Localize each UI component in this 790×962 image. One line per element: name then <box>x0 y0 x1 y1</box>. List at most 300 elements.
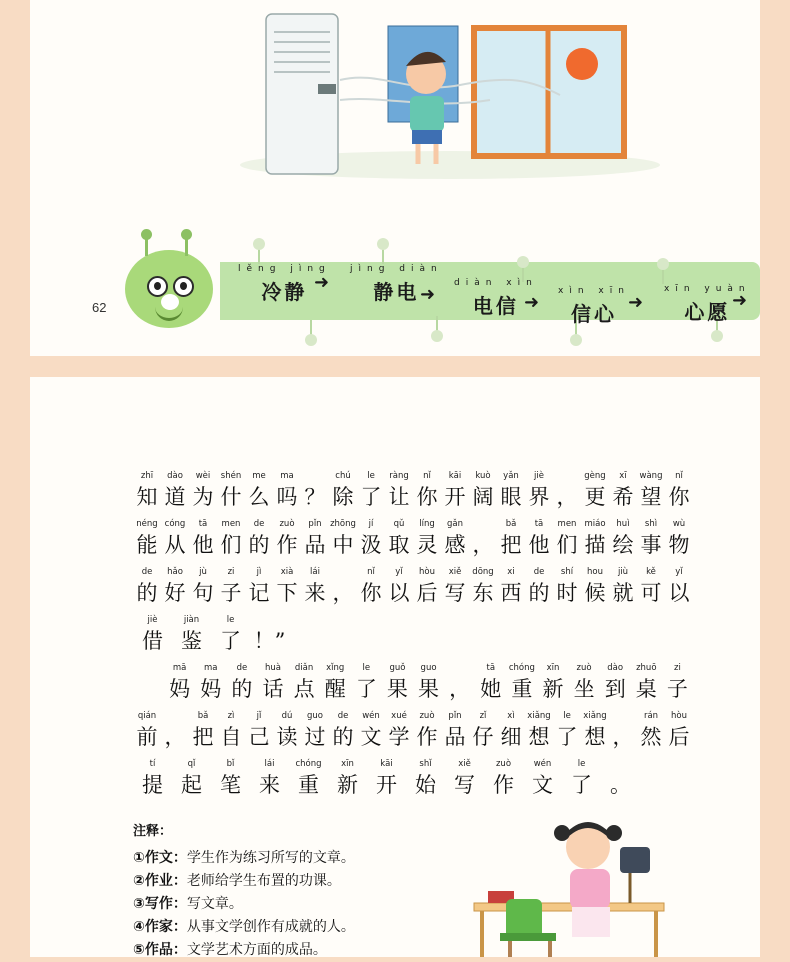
pinyin-character <box>161 711 189 750</box>
chain-arrow-icon: ➜ <box>420 284 436 305</box>
pinyin: ràng <box>389 471 409 481</box>
hanzi: 你 <box>668 485 690 509</box>
pinyin-character <box>497 471 525 510</box>
hanzi: 己 <box>248 725 270 749</box>
pinyin-character <box>273 519 301 558</box>
pinyin: jì <box>256 567 262 577</box>
text-line <box>133 615 693 663</box>
hanzi: 阔 <box>472 485 494 509</box>
pinyin-character <box>273 471 301 510</box>
pinyin: jiù <box>617 567 629 577</box>
hanzi: 仔 <box>472 725 494 749</box>
pinyin: chú <box>335 471 351 481</box>
pinyin-character <box>506 663 537 702</box>
hanzi: 想 <box>528 725 550 749</box>
pinyin-character <box>609 567 637 606</box>
pinyin-character <box>161 471 189 510</box>
pinyin: xiǎng <box>583 711 607 721</box>
hanzi: 醒 <box>324 677 346 701</box>
chain-word: lěng jìng 冷静 <box>238 264 331 304</box>
pinyin-character <box>581 711 609 750</box>
hanzi: ！” <box>253 629 286 653</box>
pinyin: wèi <box>195 471 211 481</box>
bottom-page <box>30 377 760 957</box>
hanzi: ？ <box>304 485 326 509</box>
pinyin-character <box>385 711 413 750</box>
pinyin: kě <box>646 567 656 577</box>
pinyin: kuò <box>475 471 491 481</box>
pinyin-character <box>301 711 329 750</box>
pinyin-character <box>637 519 665 558</box>
pinyin: néng <box>136 519 158 529</box>
hanzi: 到 <box>604 677 626 701</box>
pinyin <box>161 711 189 724</box>
chain-word: xìn xīn 信心 <box>558 286 630 326</box>
hanzi: 你 <box>360 581 382 605</box>
pinyin-character <box>537 663 568 702</box>
hanzi: 。 <box>610 773 631 797</box>
pinyin: jù <box>199 567 207 577</box>
caterpillar-leg <box>436 316 438 336</box>
pinyin-character <box>562 759 601 798</box>
pinyin: wàng <box>639 471 663 481</box>
hanzi: 前 <box>136 725 158 749</box>
pinyin: huì <box>616 519 630 529</box>
pinyin-character <box>161 567 189 606</box>
pinyin: miáo <box>584 519 606 529</box>
pinyin-character <box>600 663 631 702</box>
note-item: ①作文：学生作为练习所写的文章。 <box>133 850 355 866</box>
pinyin-character <box>553 519 581 558</box>
hanzi: 了 <box>360 485 382 509</box>
pinyin-character <box>289 663 320 702</box>
note-item: ⑤作品：文学艺术方面的成品。 <box>133 942 327 958</box>
hanzi: ， <box>472 533 494 557</box>
pinyin-character <box>385 471 413 510</box>
chain-word: diàn xìn 电信 <box>454 278 538 318</box>
pinyin: xì <box>507 711 515 721</box>
hanzi: 西 <box>500 581 522 605</box>
pinyin <box>601 759 640 772</box>
hanzi: 她 <box>480 677 502 701</box>
pinyin: hou <box>587 567 603 577</box>
hanzi: 新 <box>337 773 358 797</box>
hanzi: 望 <box>640 485 662 509</box>
pinyin-character <box>357 711 385 750</box>
pinyin-character <box>637 711 665 750</box>
pinyin-character <box>189 567 217 606</box>
pinyin-character <box>133 471 161 510</box>
pinyin-character <box>601 759 640 798</box>
pinyin-character <box>273 711 301 750</box>
pinyin: bǎ <box>505 519 517 529</box>
hanzi: 话 <box>262 677 284 701</box>
pinyin: zuò <box>576 663 592 673</box>
pinyin-character <box>172 759 211 798</box>
pinyin-character <box>445 759 484 798</box>
pinyin: xiǎng <box>527 711 551 721</box>
hanzi: 希 <box>612 485 634 509</box>
hanzi: 以 <box>668 581 690 605</box>
hanzi: 桌 <box>635 677 657 701</box>
hanzi: 的 <box>231 677 253 701</box>
hanzi: 更 <box>584 485 606 509</box>
hanzi: 来 <box>259 773 280 797</box>
hanzi: 想 <box>584 725 606 749</box>
hanzi: 句 <box>192 581 214 605</box>
hanzi: 品 <box>444 725 466 749</box>
pinyin: jí <box>368 519 374 529</box>
pinyin-character <box>441 471 469 510</box>
hanzi: 下 <box>276 581 298 605</box>
pinyin: mā <box>172 663 187 673</box>
pinyin-character <box>525 711 553 750</box>
hanzi: ， <box>612 725 634 749</box>
pinyin-character <box>189 519 217 558</box>
pinyin: me <box>252 471 266 481</box>
hanzi: 点 <box>293 677 315 701</box>
hanzi: 了 <box>355 677 377 701</box>
pinyin-character <box>475 663 506 702</box>
pinyin-character <box>245 519 273 558</box>
pinyin: de <box>253 519 265 529</box>
hanzi: 重 <box>511 677 533 701</box>
pinyin: xī <box>619 471 627 481</box>
chain-arrow-icon: ➜ <box>628 292 644 313</box>
pinyin-character <box>637 567 665 606</box>
pinyin-character <box>637 471 665 510</box>
pinyin: bǎ <box>197 711 209 721</box>
pinyin-character <box>357 519 385 558</box>
pinyin: xià <box>280 567 294 577</box>
pinyin: le <box>563 711 571 721</box>
pinyin: zhōng <box>330 519 356 529</box>
hanzi: 东 <box>472 581 494 605</box>
pinyin-character <box>357 471 385 510</box>
pinyin-character <box>301 567 329 606</box>
hanzi: 为 <box>192 485 214 509</box>
pinyin: qián <box>137 711 157 721</box>
pinyin-character <box>665 519 693 558</box>
pinyin-character <box>444 663 475 702</box>
pinyin-character <box>525 471 553 510</box>
hanzi: 以 <box>388 581 410 605</box>
pinyin: tí <box>149 759 156 769</box>
pinyin: zhī <box>140 471 154 481</box>
pinyin: huà <box>265 663 281 673</box>
pinyin: zǐ <box>479 711 487 721</box>
chain-arrow-icon: ➜ <box>732 290 748 311</box>
pinyin-character <box>523 759 562 798</box>
hanzi: 过 <box>304 725 326 749</box>
pinyin <box>444 663 475 676</box>
pinyin: xiě <box>458 759 471 769</box>
pinyin: qǐ <box>187 759 196 769</box>
notes-section <box>133 820 355 962</box>
pinyin-character <box>189 711 217 750</box>
eye-icon <box>173 276 194 297</box>
pinyin-character <box>250 759 289 798</box>
pinyin-character <box>469 519 497 558</box>
pinyin-character <box>329 711 357 750</box>
pinyin: lái <box>310 567 320 577</box>
eye-icon <box>147 276 168 297</box>
pinyin-character <box>172 615 211 654</box>
caterpillar-leg <box>310 320 312 340</box>
pinyin: zì <box>227 711 235 721</box>
pinyin-character <box>497 519 525 558</box>
hanzi: 感 <box>444 533 466 557</box>
hanzi: 记 <box>248 581 270 605</box>
pinyin: xīn <box>546 663 560 673</box>
pinyin-character <box>469 471 497 510</box>
hanzi: 妈 <box>169 677 191 701</box>
hanzi: 界 <box>528 485 550 509</box>
hanzi: 后 <box>416 581 438 605</box>
hanzi: 文 <box>360 725 382 749</box>
pinyin: shǐ <box>419 759 432 769</box>
hanzi: 写 <box>454 773 475 797</box>
pinyin-character <box>441 519 469 558</box>
hanzi: 重 <box>298 773 319 797</box>
pinyin: gèng <box>584 471 606 481</box>
hanzi: 可 <box>640 581 662 605</box>
pinyin: yǐ <box>395 567 403 577</box>
pinyin <box>329 567 357 580</box>
page-number: 62 <box>92 300 107 315</box>
pinyin-character <box>367 759 406 798</box>
pinyin <box>553 471 581 484</box>
hanzi: 的 <box>528 581 550 605</box>
pinyin-character <box>351 663 382 702</box>
hanzi: 什 <box>220 485 242 509</box>
pinyin-character <box>328 759 367 798</box>
pinyin-character <box>497 711 525 750</box>
text-line <box>133 711 693 759</box>
hanzi: 借 <box>142 629 163 653</box>
pinyin: xǐng <box>326 663 345 673</box>
hanzi: 写 <box>444 581 466 605</box>
antenna-icon <box>185 238 188 256</box>
hanzi: 们 <box>220 533 242 557</box>
pinyin-character <box>525 519 553 558</box>
hanzi: 除 <box>332 485 354 509</box>
pinyin: men <box>557 519 577 529</box>
pinyin: de <box>236 663 248 673</box>
pinyin-character <box>413 567 441 606</box>
pinyin: dào <box>167 471 183 481</box>
hanzi: 开 <box>376 773 397 797</box>
pinyin-character <box>665 471 693 510</box>
hanzi: 品 <box>304 533 326 557</box>
hanzi: 细 <box>500 725 522 749</box>
hanzi: 眼 <box>500 485 522 509</box>
pinyin <box>469 519 497 532</box>
caterpillar-head <box>125 250 213 328</box>
pinyin: gǎn <box>447 519 463 529</box>
pinyin: qǔ <box>393 519 405 529</box>
hanzi: ， <box>556 485 578 509</box>
hanzi: 然 <box>640 725 662 749</box>
hanzi: 了 <box>220 629 241 653</box>
pinyin-character <box>413 471 441 510</box>
text-line <box>133 663 693 711</box>
pinyin-character <box>553 471 581 510</box>
hanzi: 时 <box>556 581 578 605</box>
pinyin-character <box>413 519 441 558</box>
hanzi: 开 <box>444 485 466 509</box>
pinyin: tā <box>534 519 544 529</box>
hanzi: 子 <box>220 581 242 605</box>
hanzi: 把 <box>192 725 214 749</box>
hanzi: 来 <box>304 581 326 605</box>
pinyin: dào <box>607 663 624 673</box>
pinyin: lái <box>264 759 275 769</box>
pinyin-character <box>385 567 413 606</box>
hanzi: 始 <box>415 773 436 797</box>
pinyin: bǐ <box>226 759 235 769</box>
pinyin-character <box>329 519 357 558</box>
hanzi: 了 <box>556 725 578 749</box>
text-line <box>133 759 693 807</box>
pinyin: zhuō <box>636 663 657 673</box>
pinyin: zuò <box>279 519 295 529</box>
pinyin: jiè <box>534 471 544 481</box>
pinyin: ma <box>204 663 218 673</box>
pinyin: líng <box>419 519 435 529</box>
pinyin-character <box>609 471 637 510</box>
pinyin-character <box>245 471 273 510</box>
pinyin-character <box>569 663 600 702</box>
pinyin: diǎn <box>294 663 314 673</box>
pinyin-character <box>211 759 250 798</box>
note-item: ②作业：老师给学生布置的功课。 <box>133 873 341 889</box>
pinyin: kāi <box>448 471 462 481</box>
hanzi: 能 <box>136 533 158 557</box>
pinyin-character <box>553 711 581 750</box>
pinyin: wén <box>533 759 552 769</box>
pinyin: xīn <box>341 759 354 769</box>
pinyin: tā <box>198 519 208 529</box>
pinyin: le <box>226 615 235 625</box>
chain-word: xīn yuàn 心愿 <box>664 284 751 324</box>
hanzi: 果 <box>418 677 440 701</box>
pinyin: guǒ <box>389 663 406 673</box>
pinyin-character <box>631 663 662 702</box>
hanzi: 学 <box>388 725 410 749</box>
pinyin-character <box>484 759 523 798</box>
hanzi: 好 <box>164 581 186 605</box>
hanzi: 事 <box>640 533 662 557</box>
chain-arrow-icon: ➜ <box>314 272 330 293</box>
pinyin: pǐn <box>308 519 322 529</box>
pinyin-character <box>161 519 189 558</box>
top-page <box>30 0 760 356</box>
pinyin: shì <box>644 519 658 529</box>
pinyin-character <box>245 711 273 750</box>
hanzi: 提 <box>142 773 163 797</box>
pinyin: chóng <box>295 759 322 769</box>
hanzi: 就 <box>612 581 634 605</box>
hanzi: 起 <box>181 773 202 797</box>
pinyin-character <box>382 663 413 702</box>
pinyin: jǐ <box>256 711 262 721</box>
pinyin: xué <box>391 711 407 721</box>
pinyin-character <box>189 471 217 510</box>
hanzi: 你 <box>416 485 438 509</box>
pinyin-character <box>133 711 161 750</box>
hanzi: 作 <box>416 725 438 749</box>
pinyin: nǐ <box>367 567 375 577</box>
pinyin-character <box>665 567 693 606</box>
hanzi: 们 <box>556 533 578 557</box>
hanzi: 读 <box>276 725 298 749</box>
pinyin-character <box>164 663 195 702</box>
story-text <box>133 471 693 807</box>
pinyin: men <box>221 519 241 529</box>
note-item: ③写作：写文章。 <box>133 896 243 912</box>
pinyin-character <box>133 759 172 798</box>
hanzi: 的 <box>332 725 354 749</box>
pinyin-character <box>413 711 441 750</box>
pinyin: hǎo <box>167 567 183 577</box>
pinyin-character <box>245 567 273 606</box>
pinyin: zi <box>227 567 235 577</box>
hanzi: 物 <box>668 533 690 557</box>
hanzi: 鉴 <box>181 629 202 653</box>
pinyin-character <box>441 567 469 606</box>
pinyin: yǐ <box>675 567 683 577</box>
pinyin-character <box>665 711 693 750</box>
pinyin-character <box>289 759 328 798</box>
hanzi: 么 <box>248 485 270 509</box>
pinyin: xiě <box>448 567 462 577</box>
pinyin: kāi <box>380 759 393 769</box>
pinyin: pǐn <box>448 711 462 721</box>
pinyin-character <box>581 471 609 510</box>
pinyin-character <box>497 567 525 606</box>
hanzi: 果 <box>386 677 408 701</box>
pinyin-character <box>217 471 245 510</box>
pinyin <box>301 471 329 484</box>
pinyin: nǐ <box>675 471 683 481</box>
pinyin-character <box>581 519 609 558</box>
hanzi: 汲 <box>360 533 382 557</box>
hanzi: 妈 <box>200 677 222 701</box>
hanzi: 吗 <box>276 485 298 509</box>
pinyin-character <box>217 711 245 750</box>
pinyin-character <box>357 567 385 606</box>
pinyin-character <box>581 567 609 606</box>
hanzi: 他 <box>192 533 214 557</box>
pinyin: yǎn <box>503 471 519 481</box>
hanzi: 作 <box>493 773 514 797</box>
hanzi: 道 <box>164 485 186 509</box>
hanzi: 新 <box>542 677 564 701</box>
pinyin: le <box>577 759 586 769</box>
pinyin-character <box>609 519 637 558</box>
pinyin: shén <box>220 471 242 481</box>
pinyin: jiè <box>147 615 158 625</box>
pinyin: de <box>533 567 545 577</box>
pinyin: wù <box>672 519 686 529</box>
pinyin-character <box>525 567 553 606</box>
pinyin-character <box>301 471 329 510</box>
hanzi: 灵 <box>416 533 438 557</box>
pinyin: de <box>337 711 349 721</box>
pinyin: cóng <box>164 519 186 529</box>
boy-fan-illustration <box>230 0 670 200</box>
